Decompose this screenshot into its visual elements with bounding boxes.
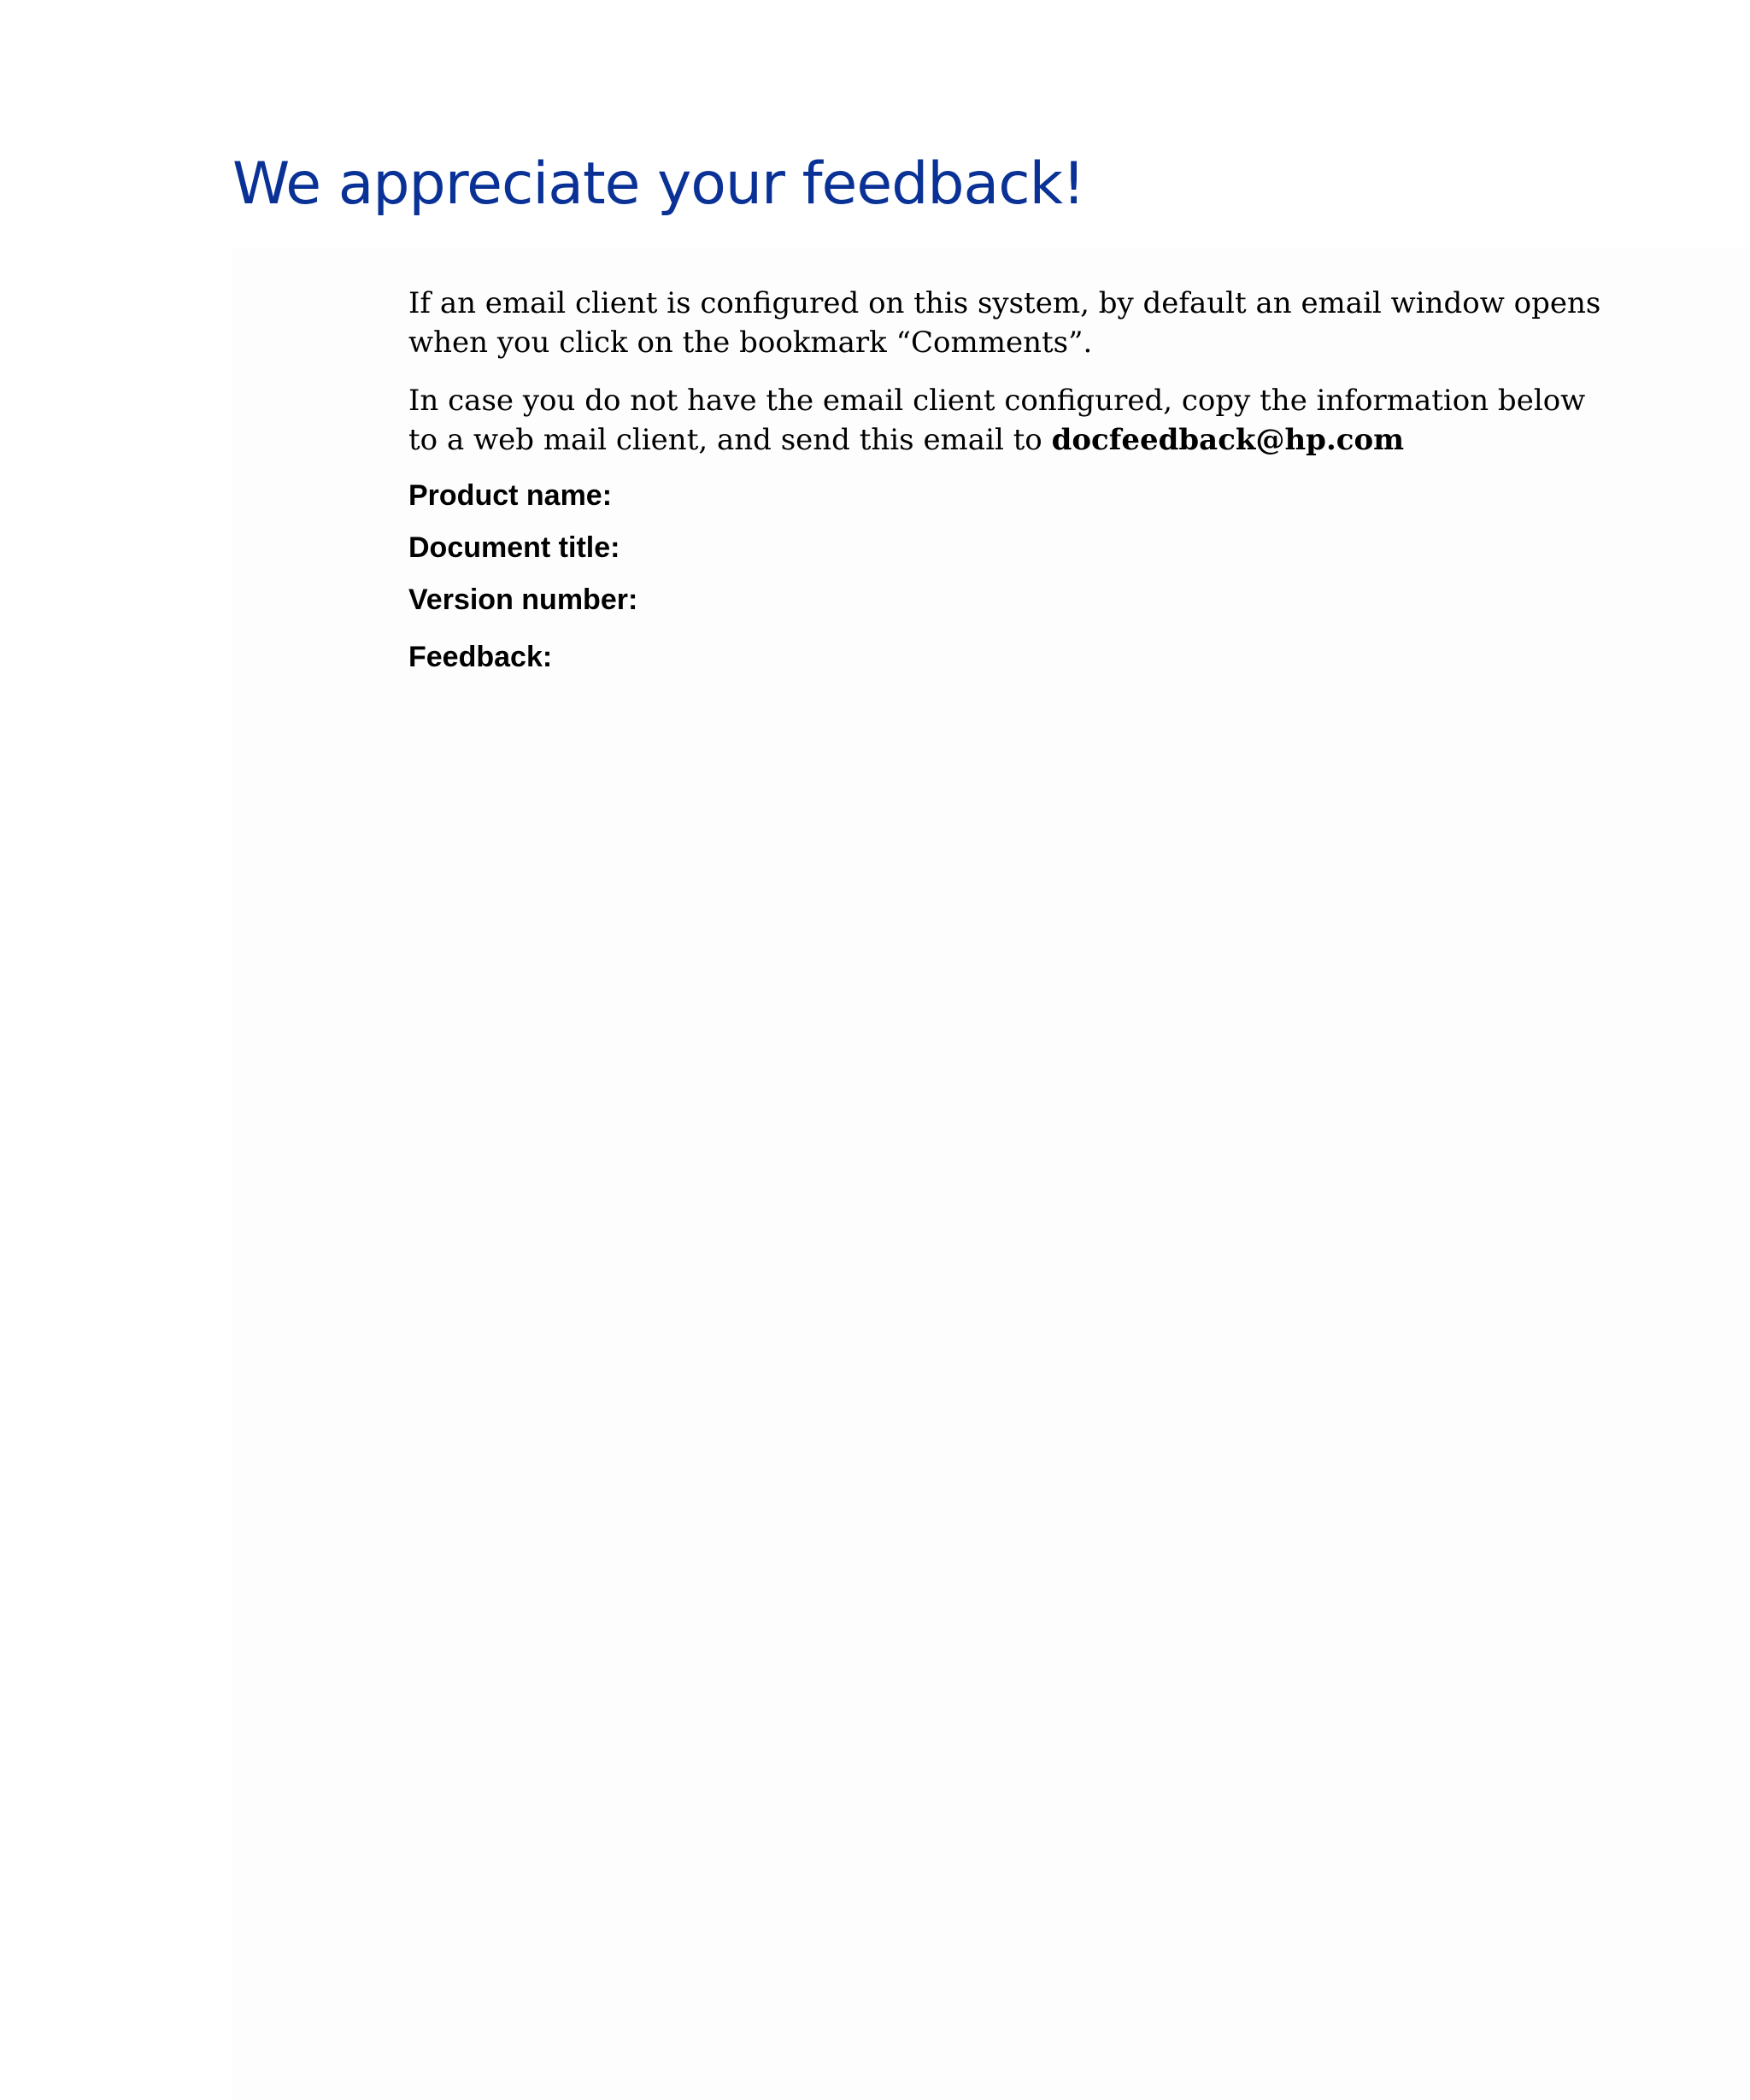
product-name-label: Product name: [408,479,613,512]
version-number-label: Version number: [408,584,638,616]
webmail-paragraph-text: In case you do not have the email client configured, copy the information below to a web mail client, and send this email to [408,384,1586,457]
webmail-paragraph [408,381,1605,460]
document-title-label: Document title: [408,531,620,564]
feedback-email-link[interactable]: docfeedback@hp.com [1051,423,1405,457]
email-client-paragraph: If an email client is configured on this system, by default an email window opens when you click on the bookmark “Comments”. [408,286,1601,360]
feedback-instructions [408,284,1605,674]
feedback-label: Feedback: [408,641,553,673]
page-title: We appreciate your feedback! [232,150,1085,218]
